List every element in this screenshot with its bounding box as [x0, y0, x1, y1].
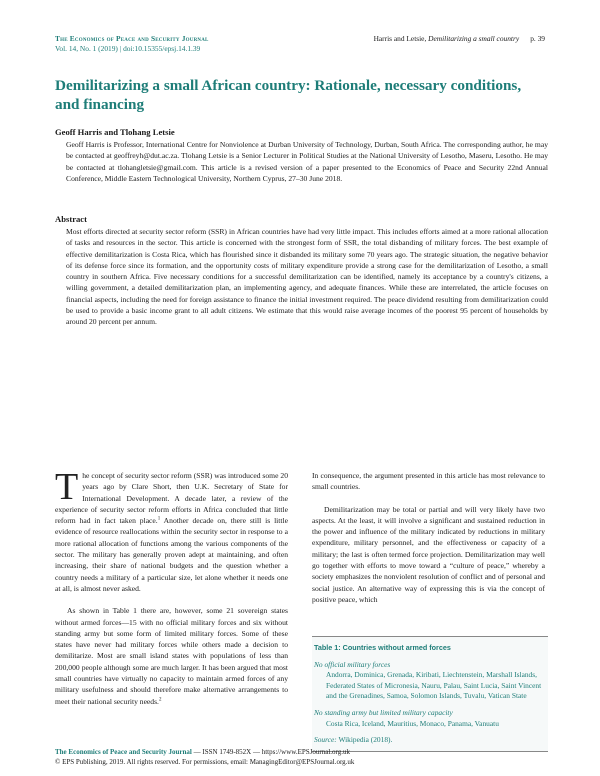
body-paragraph: Demilitarization may be total or partial and will very likely have two aspects. At the least, it will involve a significant and sustained reduction in the power and influence of the military indicated by reductions in military expenditure, military personnel, and the effectiveness or capacity of a military; the last is often termed force projection. Demilitarization may well go together with efforts to move toward a “culture of peace,” whereby a society emphasizes the nonviolent resolution of conflict and of personal and social justice. An alternative way of expressing this is via the concept of positive peace, which — [312, 504, 545, 604]
footer-copyright: © EPS Publishing, 2019. All rights reserved. For permissions, email: ManagingEditor@EPSJournal.org.uk — [55, 757, 355, 766]
table-group-label: No standing army but limited military capacity — [314, 707, 453, 717]
author-affiliation: Geoff Harris is Professor, International Centre for Nonviolence at Durban University of Technology, Durban, South Africa. The corresponding author, he may be contacted at geoffreyh@dut.ac.za. Tlohang Letsie is a Senior Lecturer in Political Studies at the National University of Lesotho, Maseru, Lesotho. He may be contacted at tlohangletsie@gmail.com. This article is a revised version of a paper presented to the Economics of Peace and Security 22nd Annual Conference, Middle Eastern Technological University, Northern Cyprus, 27–30 June 2018. — [66, 140, 548, 183]
running-header-right — [374, 34, 545, 43]
table-group-label: No official military forces — [314, 659, 391, 669]
footnote-ref[interactable]: 2 — [158, 697, 162, 703]
drop-cap: T — [55, 466, 79, 508]
volume-doi: Vol. 14, No. 1 (2019) | doi:10.15355/epsj.14.1.39 — [55, 44, 201, 53]
footer-journal: The Economics of Peace and Security Journal — [55, 748, 192, 756]
page-footer — [55, 748, 354, 767]
body-paragraph: In consequence, the argument presented in this article has most relevance to small countries. — [312, 471, 545, 492]
table-group-items: Costa Rica, Iceland, Mauritius, Monaco, Panama, Vanuatu — [326, 718, 499, 728]
article-title: Demilitarizing a small African country: Rationale, necessary conditions, and financing — [55, 77, 522, 113]
author-names: Geoff Harris and Tlohang Letsie — [55, 127, 175, 137]
running-authors: Harris and Letsie, — [373, 34, 427, 43]
table-source: Source: Wikipedia (2018). — [314, 735, 393, 745]
running-header-left — [55, 34, 355, 54]
body-column-right — [312, 470, 545, 605]
body-paragraph: As shown in Table 1 there are, however, some 21 sovereign states without armed forces—15 with no official military forces and six without standing army but some form of limited military forces. Some of these states have never had military forces while others made a decision to demilitarize. Most are small island states with populations of less than 200,000 people although some are much larger. It has been argued that most small countries have virtually no capacity to maintain armed forces of any military usefulness and should therefore make alternative arrangements to meet their national security needs.$^2$ — [55, 606, 288, 706]
table-title: Table 1: Countries without armed forces — [314, 643, 451, 652]
table-group-items: Andorra, Dominica, Grenada, Kiribati, Liechtenstein, Marshall Islands, Federated States of Micronesia, Nauru, Palau, Saint Lucia, Saint Vincent and the Grenadines, Samoa, Solomon Islands, Tuvalu, Vatican State — [326, 670, 542, 701]
journal-name: The Economics of Peace and Security Journal — [55, 34, 209, 43]
page-number: p. 39 — [530, 34, 545, 43]
body-paragraph: The concept of security sector reform (SSR) was introduced some 20 years ago by Clare Short, then U.K. Secretary of State for International Development. A decade later, a review of the experience of security sector reform efforts in Africa concluded that little reform had in fact taken place.$^1$ Another decade on, there still is little evidence of resource reallocations within the security sector in response to a more rational allocation of functions among the various components of the sector. The military has generally proven adept at maintaining, and often increasing, their share of national budgets and the question whether a country needs a military of a particular size, let alone whether it needs one at all, is almost never asked. — [55, 466, 288, 593]
table-countries-without-armed-forces — [312, 636, 548, 752]
footnote-ref[interactable]: 1 — [157, 516, 161, 522]
abstract-heading: Abstract — [55, 214, 87, 224]
body-column-left — [55, 466, 288, 707]
footer-issn-url[interactable]: — ISSN 1749-852X — https://www.EPSJournal.org.uk — [191, 748, 350, 756]
source-link[interactable]: Wikipedia (2018). — [338, 735, 393, 745]
abstract-text: Most efforts directed at security sector reform (SSR) in African countries have had very little impact. This includes efforts aimed at a more rational allocation of tasks and resources in the sector. This article is concerned with the strongest form of SSR, the total disbanding of military forces. The best example of effective demilitarization is Costa Rica, which has flourished since it disbanded its military some 70 years ago. The strategic situation, the negative behavior of its defense force since its formation, and the opportunity costs of military expenditure provide a strong case for the demilitarization of Lesotho, a small country in southern Africa. Five necessary conditions for a successful demilitarization can be identified, namely its acceptance by a country's citizens, a willing government, a detailed demilitarization plan, an implementing agency, and adequate finances. While these are interrelated, the article focuses on financial aspects, including the need for foreign assistance to finance the initial investment required. The peace dividend resulting from demilitarization could be used to provide a basic income grant to all adult citizens. We estimate that this would raise average incomes of the poorest 95 percent of households by around 20 percent per annum. — [66, 227, 548, 327]
running-title: Demilitarizing a small country — [428, 34, 520, 43]
